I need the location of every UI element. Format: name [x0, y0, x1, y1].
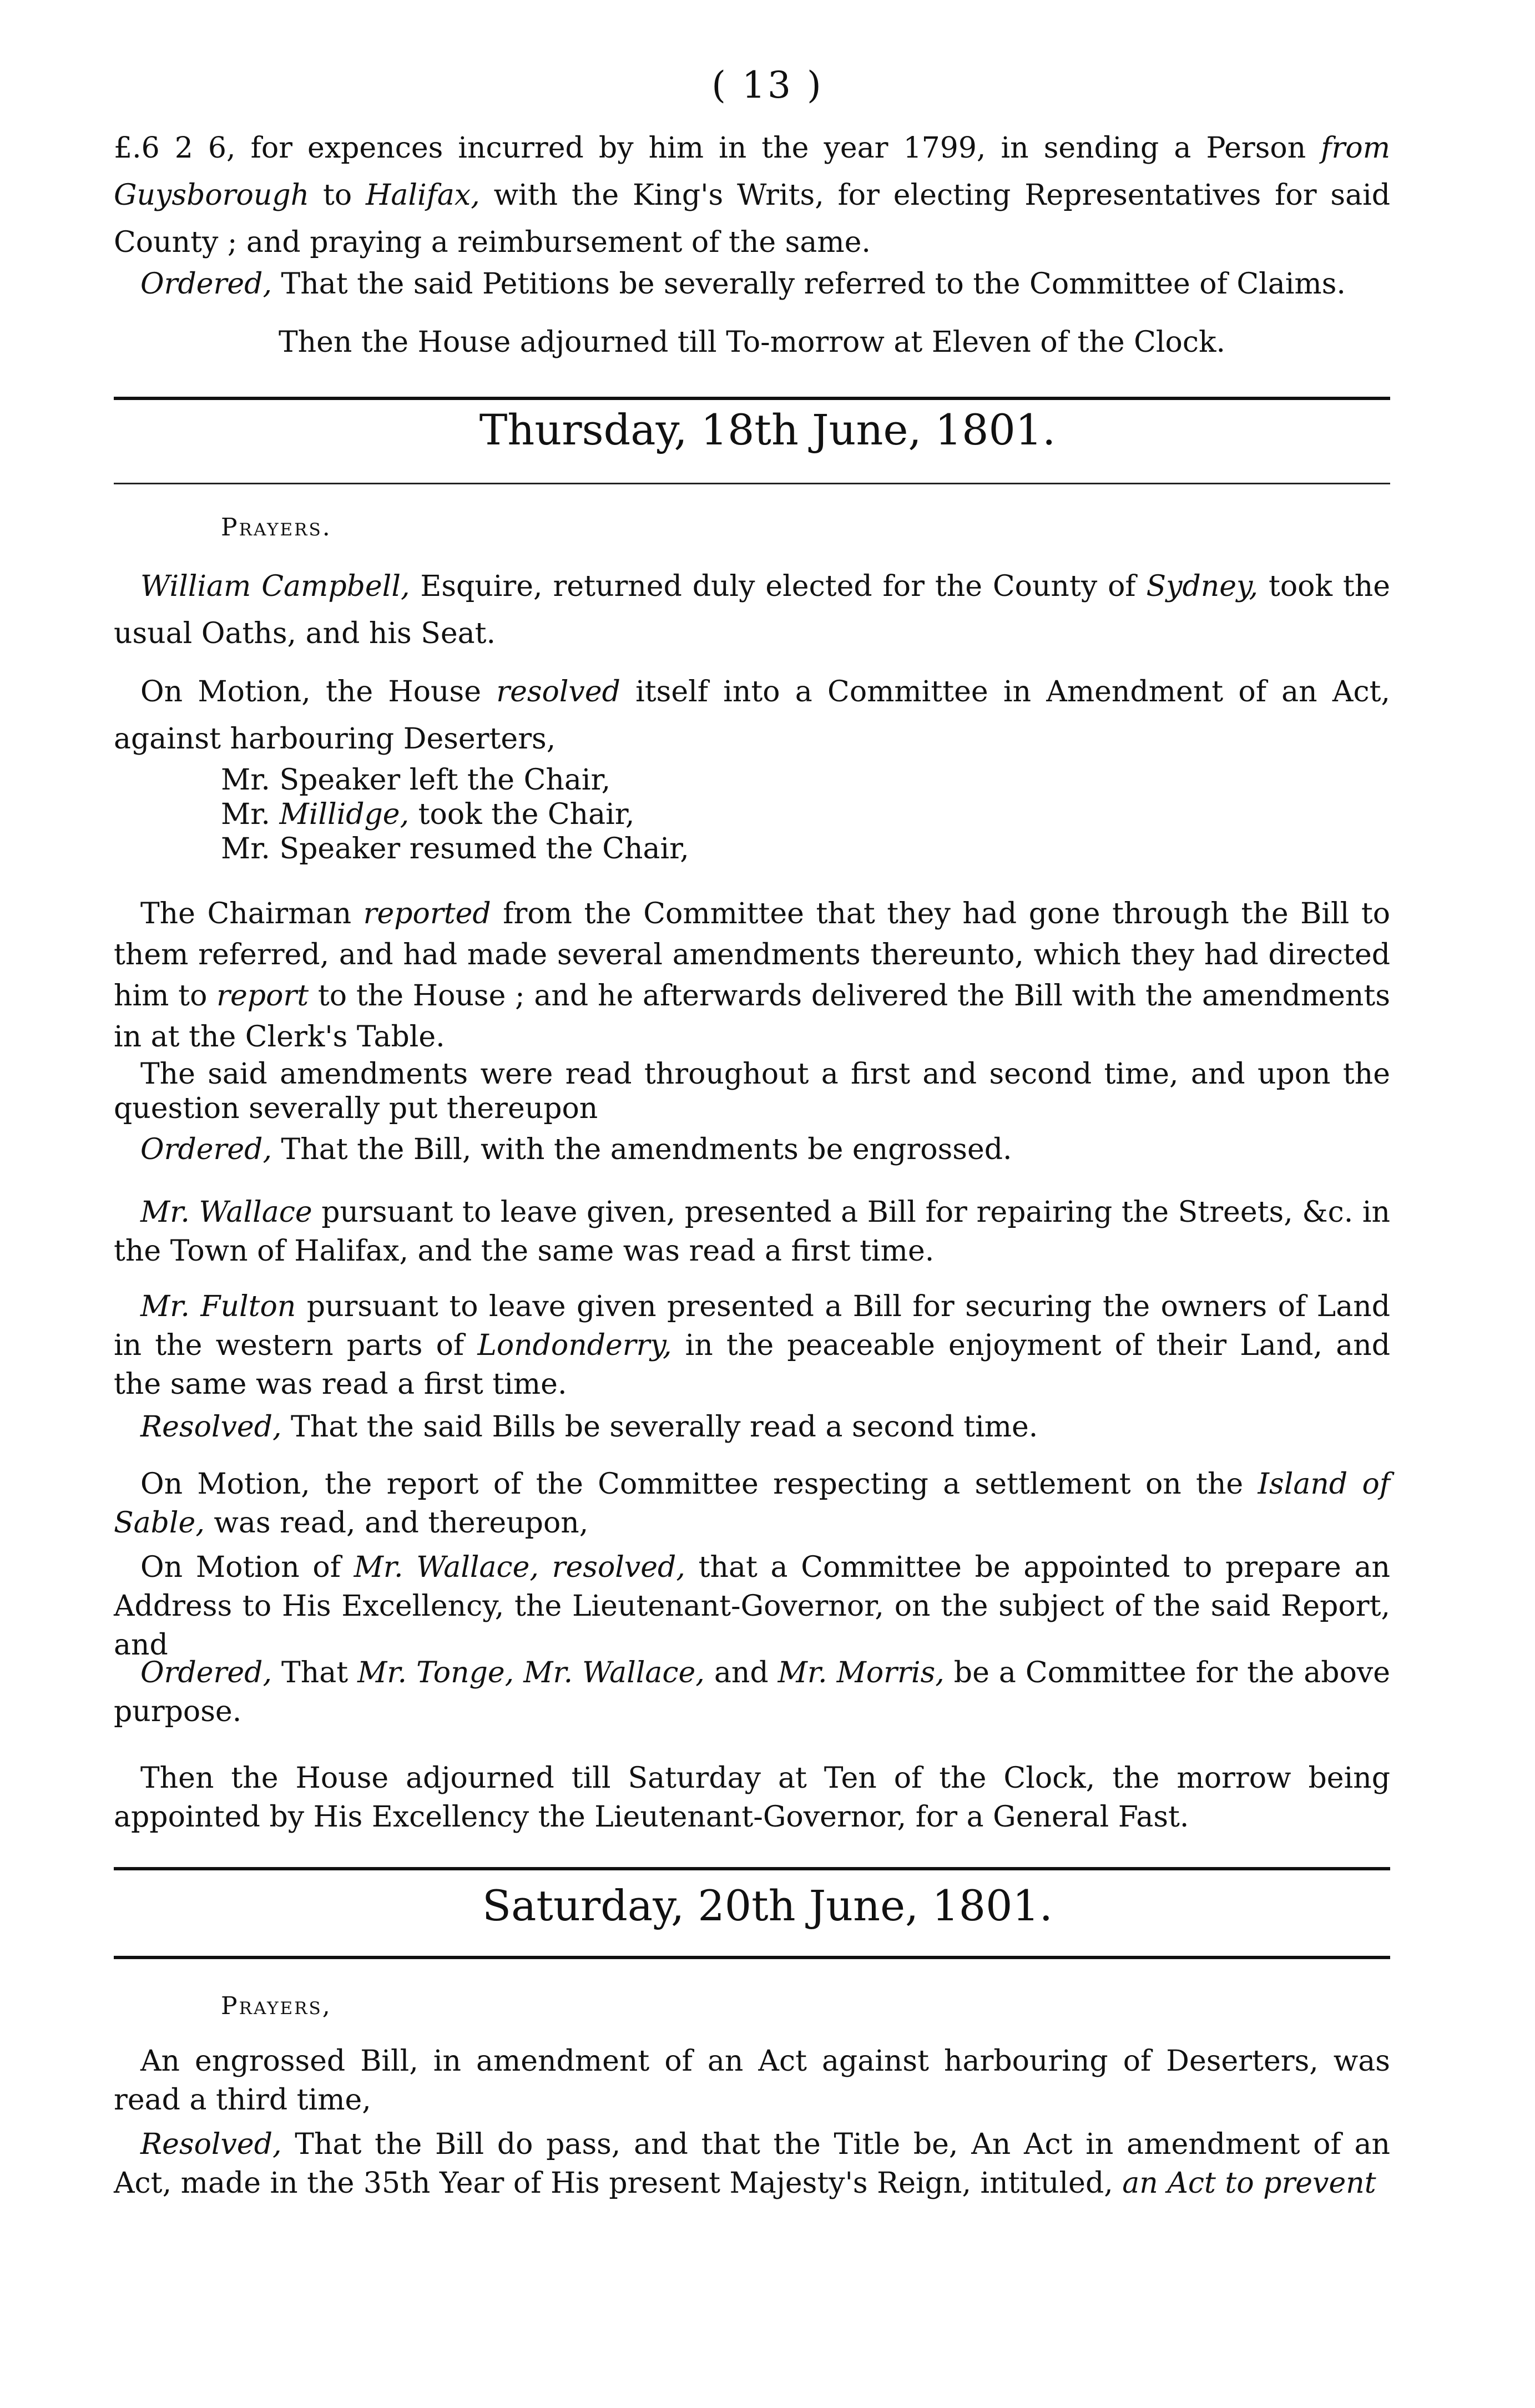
- rule-top-1: [114, 397, 1390, 400]
- speaker-line-1: Mr. Speaker left the Chair,: [221, 763, 611, 797]
- para-island-sable: On Motion, the report of the Committee respecting a settlement on the Island of Sable, was read, and thereupon,: [114, 1468, 1391, 1540]
- prayers-2: Prayers,: [221, 1992, 332, 2020]
- para-bill-pass: Resolved, That the Bill do pass, and that the Title be, An Act in amendment of an Act, made in the 35th Year of His present Majesty's Reign, intituled, an Act to prevent: [114, 2128, 1391, 2200]
- heading-thursday: Thursday, 18th June, 1801.: [479, 405, 1056, 454]
- adjourn-line-1: Then the House adjourned till To-morrow at Eleven of the Clock.: [278, 326, 1226, 359]
- heading-saturday: Saturday, 20th June, 1801.: [482, 1881, 1053, 1930]
- para-fulton: Mr. Fulton pursuant to leave given presented a Bill for securing the owners of Land in the western parts of Londonderry, in the peaceable enjoyment of their Land, and the same was read a first time.: [114, 1290, 1391, 1401]
- para-motion-deserters: On Motion, the House resolved itself into a Committee in Amendment of an Act, against harbouring Deserters,: [114, 675, 1390, 756]
- speaker-line-3: Mr. Speaker resumed the Chair,: [221, 832, 689, 866]
- rule-bottom-2: [114, 1956, 1390, 1959]
- para-chairman: The Chairman reported from the Committee that they had gone through the Bill to them referred, and had made several amendments thereunto, which they had directed him to report to the House ; and he afterwards delivered the Bill with the amendments in at the Clerk's Table.: [114, 897, 1391, 1054]
- para-amendments: The said amendments were read throughout a first and second time, and upon the question severally put thereupon: [114, 1058, 1390, 1125]
- page-number: ( 13 ): [711, 64, 824, 107]
- ordered-claims: Ordered, That the said Petitions be severally referred to the Committee of Claims.: [140, 267, 1346, 301]
- para-address: On Motion of Mr. Wallace, resolved, that a Committee be appointed to prepare an Address to His Excellency, the Lieutenant-Governor, on the subject of the said Report, and: [114, 1551, 1391, 1662]
- para-engrossed-bill: An engrossed Bill, in amendment of an Act against harbouring of Deserters, was read a third time,: [114, 2045, 1390, 2117]
- speaker-lines: [221, 763, 689, 866]
- rule-bottom-1: [114, 483, 1390, 484]
- para-bills-resolved: Resolved, That the said Bills be severally read a second time.: [140, 1410, 1038, 1444]
- para-campbell: William Campbell, Esquire, returned duly elected for the County of Sydney, took the usual Oaths, and his Seat.: [114, 570, 1390, 650]
- rule-top-2: [114, 1867, 1390, 1870]
- prayers-1: Prayers.: [221, 513, 332, 542]
- para-wallace-streets: Mr. Wallace pursuant to leave given, presented a Bill for repairing the Streets, &c. in the Town of Halifax, and the same was read a first time.: [114, 1196, 1390, 1268]
- para-amendments-ordered: Ordered, That the Bill, with the amendments be engrossed.: [140, 1133, 1012, 1166]
- intro-paragraph: £.6 2 6, for expences incurred by him in the year 1799, in sending a Person from Guysborough to Halifax, with the King's Writs, for electing Representatives for said County ; and praying a reimbursement of the same.: [114, 131, 1390, 259]
- adjourn-line-2: Then the House adjourned till Saturday at Ten of the Clock, the morrow being appointed by His Excellency the Lieutenant-Governor, for a General Fast.: [114, 1762, 1390, 1834]
- para-committee-members: Ordered, That Mr. Tonge, Mr. Wallace, and Mr. Morris, be a Committee for the above purpose.: [114, 1656, 1391, 1728]
- speaker-line-2: Mr. Millidge, took the Chair,: [221, 798, 635, 831]
